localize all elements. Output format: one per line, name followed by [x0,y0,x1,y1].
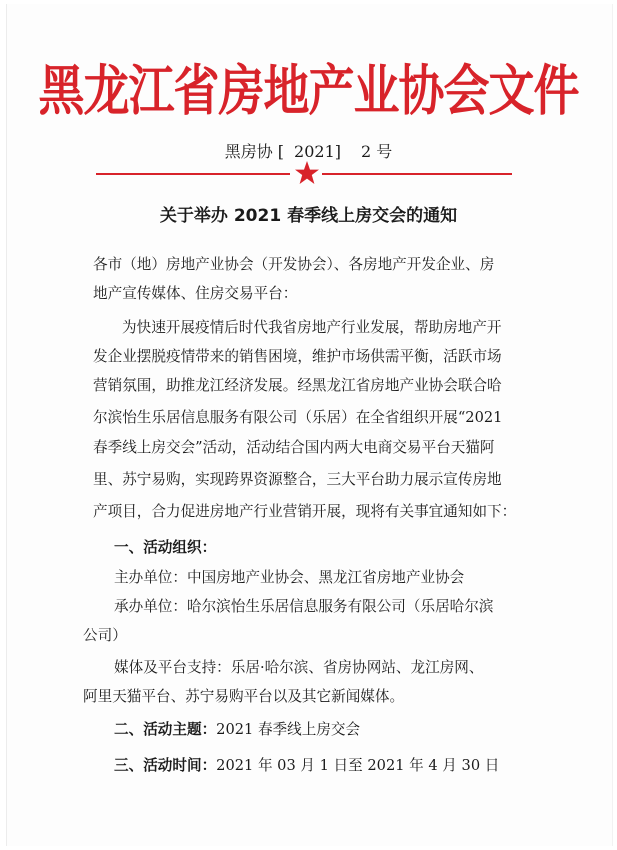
paragraph-line: 春季线上房交会”活动，活动结合国内两大电商交易平台天猫阿 [93,439,495,456]
header-divider-left [96,173,290,175]
document-header-title: 黑龙江省房地产业协会文件 [38,58,579,123]
section-heading-organization: 一、活动组织： [114,539,217,556]
paragraph-line: 主办单位：中国房地产业协会、黑龙江省房地产业协会 [114,569,465,586]
paragraph-line: 媒体及平台支持：乐居·哈尔滨、省房协网站、龙江房网、 [114,659,484,676]
document-number [0,139,617,162]
document-number-suffix: 2 号 [361,142,393,161]
paragraph-line: 承办单位：哈尔滨怡生乐居信息服务有限公司（乐居哈尔滨 [114,598,494,615]
paragraph-line: 为快速开展疫情后时代我省房地产行业发展，帮助房地产开 [122,319,502,336]
section-heading-time: 三、活动时间： [114,757,217,774]
paragraph-line: 地产宣传媒体、住房交易平台： [93,285,298,302]
section-time [114,756,499,776]
section-heading-theme: 二、活动主题： [114,721,217,738]
header-divider-right [322,173,512,175]
section-time-value: 2021 年 03 月 1 日至 2021 年 4 月 30 日 [216,757,500,774]
paragraph-line: 阿里天猫平台、苏宁易购平台以及其它新闻媒体。 [83,688,405,705]
document-number-prefix: 黑房协 [ [224,142,285,161]
notice-title: 关于举办 2021 春季线上房交会的通知 [159,206,458,226]
section-theme-value: 2021 春季线上房交会 [216,721,361,738]
paragraph-line: 营销氛围，助推龙江经济发展。经黑龙江省房地产业协会联合哈 [93,377,502,394]
paragraph-line: 尔滨怡生乐居信息服务有限公司（乐居）在全省组织开展“2021 [93,409,503,426]
section-theme [114,720,360,740]
paragraph-line: 公司） [83,627,127,644]
star-icon [294,160,320,186]
paragraph-line: 里、苏宁易购，实现跨界资源整合，三大平台助力展示宣传房地 [93,471,502,488]
paragraph-line: 发企业摆脱疫情带来的销售困境，维护市场供需平衡，活跃市场 [93,348,502,365]
paragraph-line: 各市（地）房地产业协会（开发协会）、各房地产开发企业、房 [93,256,495,273]
paragraph-line: 产项目，合力促进房地产行业营销开展，现将有关事宜通知如下： [93,503,517,520]
document-number-year: 2021] [294,142,342,161]
